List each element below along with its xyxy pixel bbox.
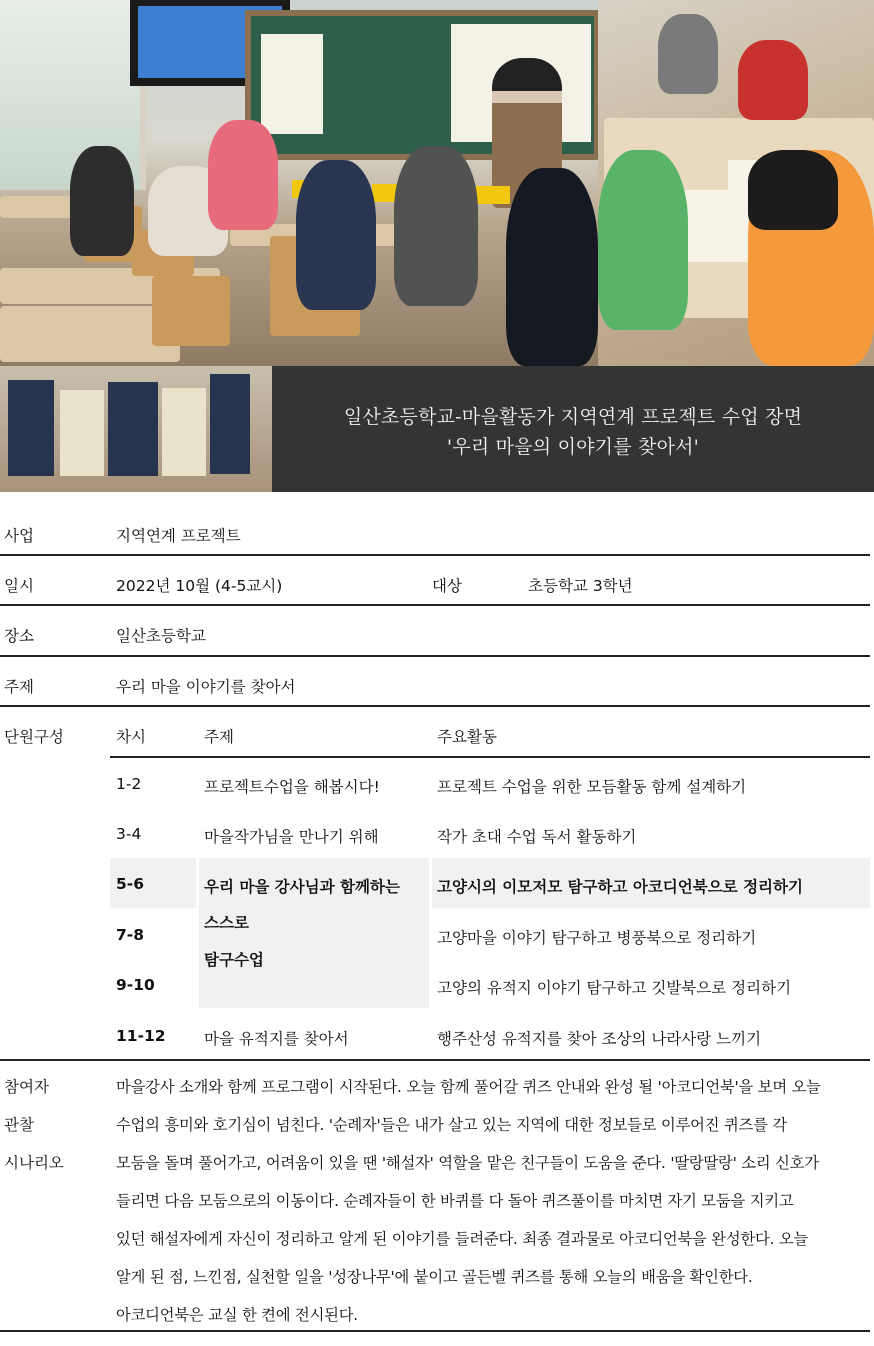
- target-value: 초등학교 3학년: [528, 577, 633, 595]
- table-row-session: 1-2: [116, 775, 142, 793]
- table-row-activity: 행주산성 유적지를 찾아 조상의 나라사랑 느끼기: [437, 1030, 762, 1048]
- scenario-label-line: 참여자: [4, 1078, 49, 1096]
- divider: [0, 705, 870, 707]
- caption-line-2: '우리 마을의 이야기를 찾아서': [446, 436, 700, 458]
- place-value: 일산초등학교: [116, 627, 206, 645]
- merged-topic-line: 탐구수업: [204, 951, 264, 969]
- table-row-topic: 마을작가님을 만나기 위해: [204, 828, 379, 846]
- unit-header-activity: 주요활동: [437, 728, 497, 746]
- table-row-topic: 프로젝트수업을 해봅시다!: [204, 778, 380, 796]
- photo-collage: [0, 0, 874, 492]
- project-value: 지역연계 프로젝트: [116, 527, 241, 545]
- unit-header-session: 차시: [116, 728, 146, 746]
- table-row-session: 5-6: [116, 875, 145, 893]
- table-row-activity: 프로젝트 수업을 위한 모듬활동 함께 설계하기: [437, 778, 747, 796]
- date-label: 일시: [4, 577, 34, 595]
- scenario-line: 알게 된 점, 느낀점, 실천할 일을 '성장나무'에 붙이고 골든벨 퀴즈를 통해 오늘의 배움을 확인한다.: [116, 1268, 753, 1286]
- unit-header-topic: 주제: [204, 728, 234, 746]
- merged-topic-line: 스스로: [204, 914, 249, 932]
- students-reading-photo: [598, 0, 874, 366]
- table-row-session: 7-8: [116, 926, 145, 944]
- project-label: 사업: [4, 527, 34, 545]
- divider: [0, 554, 870, 556]
- scenario-label: [4, 1068, 64, 1182]
- classroom-photo: [0, 0, 598, 366]
- unit-label: 단원구성: [4, 728, 64, 746]
- scenario-line: 들리면 다음 모둠으로의 이동이다. 순례자들이 한 바퀴를 다 돌아 퀴즈풀이를 마치면 자기 모둠을 지키고: [116, 1192, 794, 1210]
- merged-topic-line: 우리 마을 강사님과 함께하는: [204, 878, 400, 896]
- topic-label: 주제: [4, 678, 34, 696]
- accordion-book-photo: [0, 366, 272, 492]
- scenario-label-line: 관찰: [4, 1116, 34, 1134]
- divider: [0, 1330, 870, 1332]
- table-row-activity: 고양마을 이야기 탐구하고 병풍북으로 정리하기: [437, 929, 757, 947]
- table-row-topic: 마을 유적지를 찾아서: [204, 1030, 349, 1048]
- scenario-text: [116, 1068, 868, 1334]
- photo-caption: [272, 366, 874, 492]
- topic-value: 우리 마을 이야기를 찾아서: [116, 678, 296, 696]
- divider: [0, 604, 870, 606]
- scenario-label-line: 시나리오: [4, 1154, 64, 1172]
- date-value: 2022년 10월 (4-5교시): [116, 577, 283, 595]
- caption-line-1: 일산초등학교-마을활동가 지역연계 프로젝트 수업 장면: [343, 406, 803, 428]
- scenario-line: 아코디언북은 교실 한 켠에 전시된다.: [116, 1306, 358, 1324]
- table-row-activity: 작가 초대 수업 독서 활동하기: [437, 828, 637, 846]
- table-row-session: 3-4: [116, 825, 142, 843]
- scenario-line: 있던 해설자에게 자신이 정리하고 알게 된 이야기를 들려준다. 최종 결과물로 아코디언북을 완성한다. 오늘: [116, 1230, 809, 1248]
- scenario-line: 수업의 흥미와 호기심이 넘친다. '순례자'들은 내가 살고 있는 지역에 대한 정보들로 이루어진 퀴즈를 각: [116, 1116, 787, 1134]
- scenario-line: 모둠을 돌며 풀어가고, 어려움이 있을 땐 '해설자' 역할을 맡은 친구들이 도움을 준다. '딸랑딸랑' 소리 신호가: [116, 1154, 819, 1172]
- divider: [0, 655, 870, 657]
- divider: [110, 756, 870, 758]
- table-row-activity: 고양시의 이모저모 탐구하고 아코디언북으로 정리하기: [437, 878, 803, 896]
- scenario-line: 마을강사 소개와 함께 프로그램이 시작된다. 오늘 함께 풀어갈 퀴즈 안내와 완성 될 '아코디언북'을 보며 오늘: [116, 1078, 821, 1096]
- table-row-session: 11-12: [116, 1027, 166, 1045]
- table-row-activity: 고양의 유적지 이야기 탐구하고 깃발북으로 정리하기: [437, 979, 792, 997]
- table-row-session: 9-10: [116, 976, 155, 994]
- divider: [0, 1059, 870, 1061]
- place-label: 장소: [4, 627, 34, 645]
- target-label: 대상: [432, 577, 462, 595]
